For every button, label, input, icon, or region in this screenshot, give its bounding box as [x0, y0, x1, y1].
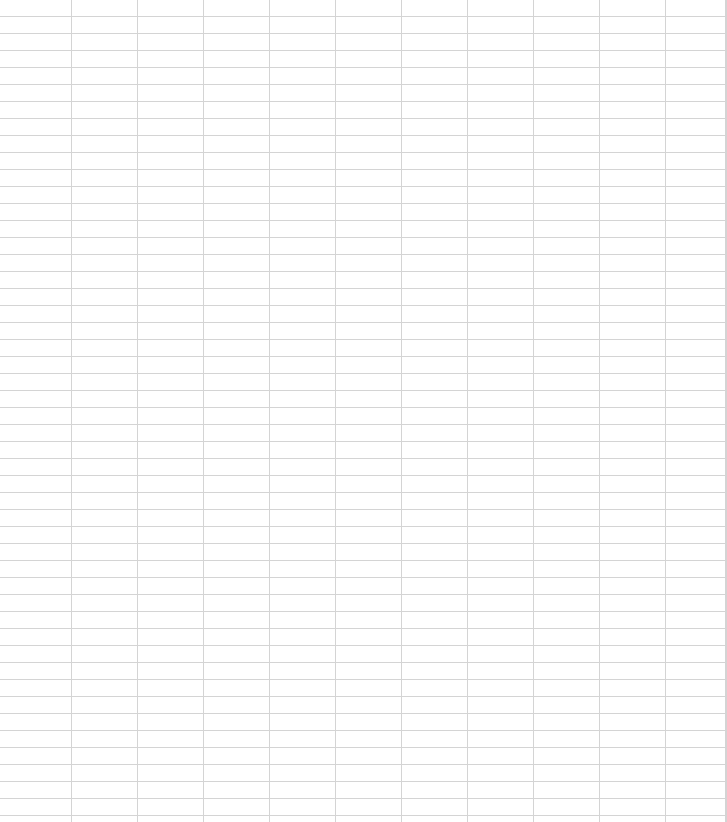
- header-row[interactable]: [0, 15, 727, 32]
